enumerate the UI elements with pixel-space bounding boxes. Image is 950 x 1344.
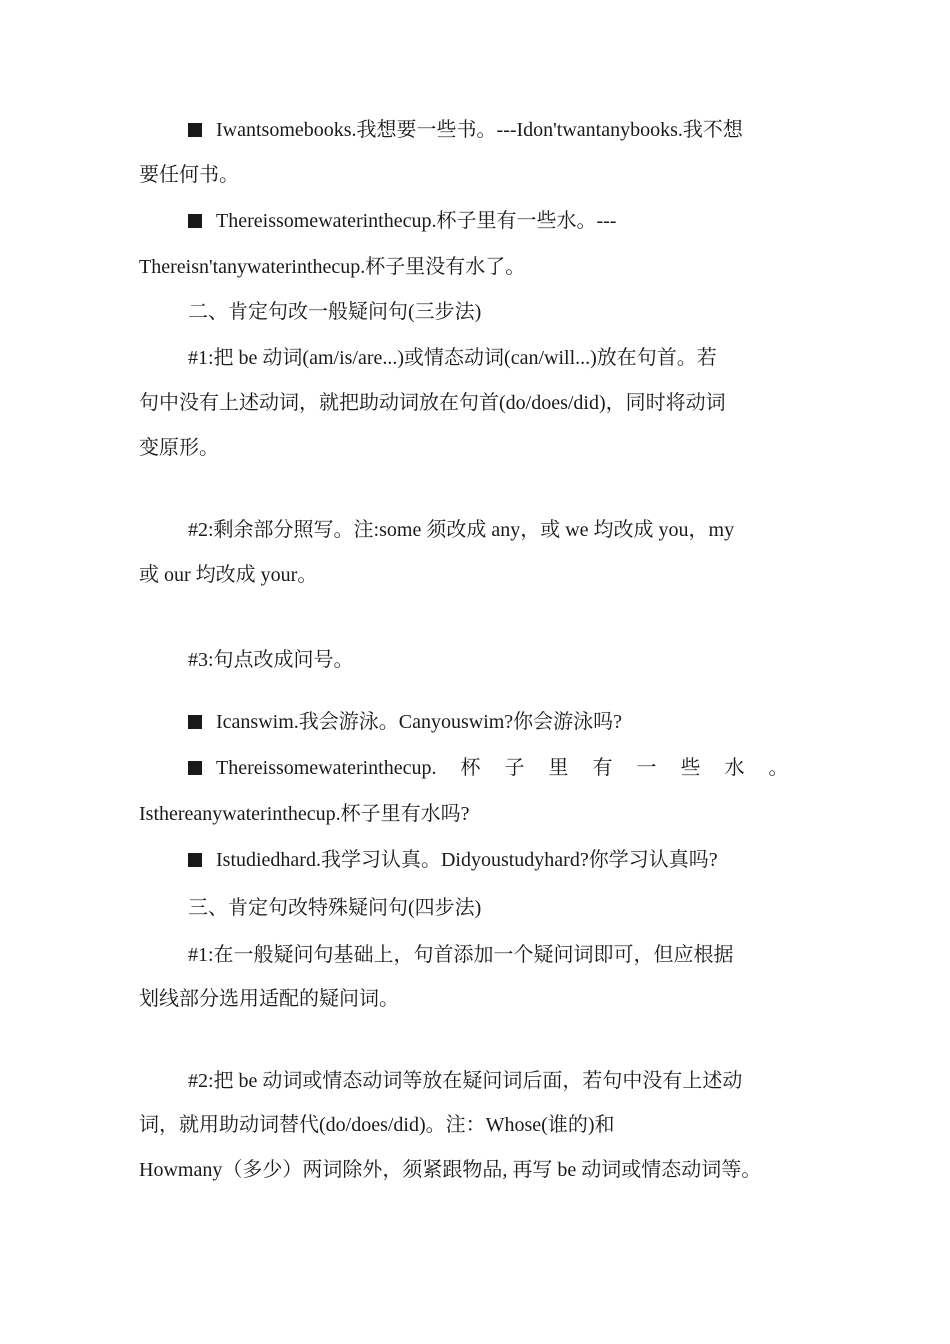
line-text: Thereissomewaterinthecup. (216, 757, 437, 779)
square-bullet-icon (188, 761, 202, 775)
text-line: 句中没有上述动词，就把助动词放在句首(do/does/did)，同时将动词 (139, 392, 726, 414)
bullet-line (188, 116, 829, 144)
text-line: 或 our 均改成 your。 (139, 564, 318, 586)
square-bullet-icon (188, 853, 202, 867)
line-text: Iwantsomebooks.我想要一些书。---Idon'twantanybooks.我不想 (216, 119, 743, 141)
text-line: Thereisn'tanywaterinthecup.杯子里没有水了。 (139, 256, 526, 278)
bullet-line (188, 754, 829, 782)
line-text-spaced: 杯子里有一些水。 (460, 757, 813, 779)
bullet-line (188, 708, 829, 736)
text-line: 要任何书。 (139, 164, 239, 186)
square-bullet-icon (188, 715, 202, 729)
bullet-line (188, 846, 829, 874)
text-line: 划线部分选用适配的疑问词。 (139, 988, 399, 1010)
bullet-line (188, 207, 829, 235)
line-text: Thereissomewaterinthecup.杯子里有一些水。--- (216, 210, 617, 232)
text-line: 变原形。 (139, 437, 219, 459)
section-heading: 二、肯定句改一般疑问句(三步法) (188, 301, 482, 323)
text-line: #2:把 be 动词或情态动词等放在疑问词后面，若句中没有上述动 (188, 1070, 743, 1092)
square-bullet-icon (188, 123, 202, 137)
text-line: #1:把 be 动词(am/is/are...)或情态动词(can/will...)放在句首。若 (188, 347, 717, 369)
line-text: Istudiedhard.我学习认真。Didyoustudyhard?你学习认真吗? (216, 849, 718, 871)
text-line: Howmany（多少）两词除外，须紧跟物品, 再写 be 动词或情态动词等。 (139, 1159, 762, 1181)
section-heading: 三、肯定句改特殊疑问句(四步法) (188, 897, 482, 919)
text-line: #2:剩余部分照写。注:some 须改成 any，或 we 均改成 you，my (188, 519, 735, 541)
text-line: #3:句点改成问号。 (188, 649, 354, 671)
text-line: 词，就用助动词替代(do/does/did)。注：Whose(谁的)和 (139, 1114, 615, 1136)
text-line: Isthereanywaterinthecup.杯子里有水吗? (139, 803, 470, 825)
line-text: Icanswim.我会游泳。Canyouswim?你会游泳吗? (216, 711, 623, 733)
text-line: #1:在一般疑问句基础上，句首添加一个疑问词即可，但应根据 (188, 944, 734, 966)
square-bullet-icon (188, 214, 202, 228)
